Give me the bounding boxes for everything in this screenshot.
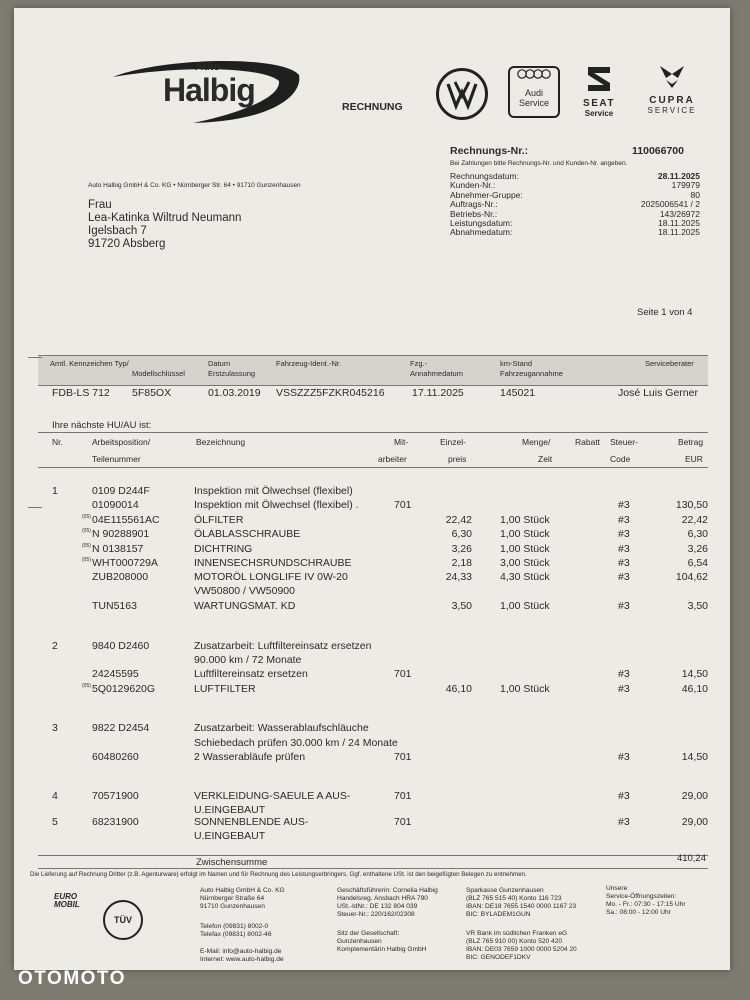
footer-bank2-line: (BLZ 765 910 00) Konto 520 420 (466, 938, 563, 945)
row-bezeichnung: WARTUNGSMAT. KD (194, 600, 296, 612)
row-pos: TUN5163 (92, 600, 137, 612)
row-pos: 60480260 (92, 751, 139, 763)
row-sup: (05) (82, 543, 91, 549)
euromobil-logo: EURO MOBIL (54, 892, 80, 909)
row-code: #3 (618, 600, 630, 612)
row-bezeichnung: ÖLFILTER (194, 514, 244, 526)
row-bezeichnung: 90.000 km / 72 Monate (194, 654, 302, 666)
invoice-hint: Bei Zahlungen bitte Rechnungs-Nr. und Kunden-Nr. angeben. (450, 160, 628, 167)
footer-hours-line: Mo. - Fr.: 07:30 - 17:15 Uhr (606, 901, 686, 908)
th-nr: Nr. (52, 437, 63, 447)
row-einzelpreis: 2,18 (451, 557, 472, 569)
seat-s-icon (586, 65, 612, 93)
meta-label: Betriebs-Nr.: (450, 208, 498, 219)
th-menge2: Zeit (538, 454, 553, 464)
row-pos: ZUB208000 (92, 571, 149, 583)
row-betrag: 6,30 (687, 528, 708, 540)
th-ep2: preis (448, 454, 467, 464)
fold-mark-2 (28, 507, 42, 508)
cupra-logo (636, 64, 708, 115)
footer-bank2-line: BIC: GENODEF1DKV (466, 954, 531, 961)
row-bezeichnung: U.EINGEBAUT (194, 804, 266, 816)
footer-company-line: Nürnberger Straße 64 (200, 895, 265, 902)
row-bezeichnung: DICHTRING (194, 543, 253, 555)
vehicle-berater: José Luis Gerner (618, 387, 698, 399)
row-mitarbeiter: 701 (394, 751, 412, 763)
footer-company-line: Auto Halbig GmbH & Co. KG (200, 887, 285, 894)
vh-km1: km-Stand (500, 359, 533, 368)
footer-bank2-line: IBAN: DE03 7659 1000 0000 5204 20 (466, 946, 577, 953)
audi-service-logo (508, 66, 560, 118)
th-menge1: Menge/ (522, 437, 551, 447)
row-pos: N 0138157 (92, 543, 144, 555)
row-betrag: 14,50 (681, 668, 708, 680)
row-sup: (05) (82, 514, 91, 520)
meta-label: Auftrags-Nr.: (450, 199, 498, 210)
row-bezeichnung: 2 Wasserabläufe prüfen (194, 751, 306, 763)
row-betrag: 3,50 (687, 600, 708, 612)
subtotal-rule (38, 855, 708, 856)
recipient-street: Igelsbach 7 (88, 225, 147, 237)
row-code: #3 (618, 543, 630, 555)
row-nr: 5 (52, 816, 58, 828)
meta-value: 2025006541 / 2 (640, 199, 700, 210)
row-bezeichnung: INNENSECHSRUNDSCHRAUBE (194, 557, 352, 569)
footer-management-line: USt.-IdNr.: DE 132 804 039 (337, 903, 418, 910)
row-code: #3 (618, 816, 630, 828)
row-pos: 5Q0129620G (92, 683, 156, 695)
row-code: #3 (618, 571, 630, 583)
legal-note: Die Lieferung auf Rechnung Dritter (z.B. Agenturware) erfolgt im Namen und für Rechnung des Leistungserbringers. Ggf. enthaltene USt. ist den beigefügten Belegen zu entnehmen. (30, 871, 527, 878)
footer-seat-line: Komplementärin Halbig GmbH (337, 946, 427, 953)
row-pos: WHT000729A (92, 557, 158, 569)
row-bezeichnung: Inspektion mit Ölwechsel (flexibel) (194, 485, 353, 497)
footer-phone-line: Telefon (09831) 8002-0 (200, 923, 269, 930)
meta-value: 28.11.2025 (657, 171, 700, 181)
footer-bank1-line: (BLZ 765 515 40) Konto 116 723 (466, 895, 562, 902)
meta-value: 80 (690, 189, 700, 200)
row-betrag: 29,00 (681, 816, 708, 828)
meta-label: Abnahmedatum: (450, 227, 513, 238)
doc-type: RECHNUNG (342, 101, 403, 113)
row-code: #3 (618, 751, 630, 763)
row-betrag: 3,26 (687, 543, 708, 555)
row-bezeichnung: U.EINGEBAUT (194, 830, 266, 842)
page-indicator: Seite 1 von 4 (637, 307, 693, 318)
row-betrag: 130,50 (675, 499, 708, 511)
footer-bank2-line: VR Bank im südlichen Franken eG (466, 930, 568, 937)
row-betrag: 22,42 (681, 514, 708, 526)
row-einzelpreis: 6,30 (451, 528, 472, 540)
footer-web-line: E-Mail: info@auto-halbig.de (200, 948, 282, 955)
cupra-sub: SERVICE (647, 106, 697, 115)
footer-web-line: Internet: www.auto-halbig.de (200, 956, 284, 963)
footer-hours-line: Unsere (606, 885, 628, 892)
audi-rings-icon (514, 68, 554, 80)
tuev-stamp (103, 900, 143, 940)
row-sup: (05) (82, 528, 91, 534)
row-code: #3 (618, 499, 630, 511)
vehicle-modell: 5F85OX (132, 387, 172, 399)
recipient-city: 91720 Absberg (88, 238, 166, 250)
vehicle-vin: VSSZZZ5FZKR045216 (276, 387, 385, 399)
halbig-logo (103, 55, 303, 125)
row-betrag: 104,62 (675, 571, 708, 583)
row-code: #3 (618, 790, 630, 802)
row-code: #3 (618, 528, 630, 540)
row-bezeichnung: LUFTFILTER (194, 683, 256, 695)
row-bezeichnung: ÖLABLASSCHRAUBE (194, 528, 301, 540)
meta-value: 18.11.2025 (658, 218, 700, 228)
vh-km2: Fahrzeugannahme (500, 369, 563, 378)
watermark: OTOMOTO (18, 968, 126, 989)
meta-label: Rechnungsdatum: (450, 171, 519, 181)
row-mitarbeiter: 701 (394, 790, 412, 802)
row-einzelpreis: 3,50 (451, 600, 472, 612)
vehicle-annahme: 17.11.2025 (412, 387, 464, 399)
footer-bank1-line: IBAN: DE18 7655 1540 0000 1167 23 (466, 903, 577, 910)
seat-logo (574, 65, 624, 118)
row-mitarbeiter: 701 (394, 816, 412, 828)
table-top-rule (38, 432, 708, 433)
row-nr: 2 (52, 640, 58, 652)
th-pos2: Teilenummer (92, 454, 141, 464)
th-ep1: Einzel- (440, 437, 466, 447)
company-name: Halbig (163, 72, 255, 108)
row-pos: 0109 D244F (92, 485, 150, 497)
th-rabatt: Rabatt (575, 437, 601, 447)
row-bezeichnung: Inspektion mit Ölwechsel (flexibel) . (194, 499, 359, 511)
footer-company-line: 91710 Gunzenhausen (200, 903, 265, 910)
invoice-number-label: Rechnungs-Nr.: (450, 145, 529, 157)
vh-modell: Modellschlüssel (132, 369, 185, 378)
footer-hours-line: Sa.: 08:00 - 12:00 Uhr (606, 909, 671, 916)
footer-seat-line: Gunzenhausen (337, 938, 382, 945)
row-bezeichnung: MOTORÖL LONGLIFE IV 0W-20 (194, 571, 348, 583)
th-steuer1: Steuer- (610, 437, 638, 447)
row-menge: 3,00 Stück (500, 557, 550, 569)
footer-management-line: Geschäftsführerin: Cornelia Halbig (337, 887, 438, 894)
row-betrag: 6,54 (687, 557, 708, 569)
row-code: #3 (618, 514, 630, 526)
row-bezeichnung: Zusatzarbeit: Luftfiltereinsatz ersetzen (194, 640, 372, 652)
seat-text: SEAT (583, 98, 615, 109)
row-bezeichnung: SONNENBLENDE AUS- (194, 816, 309, 828)
vh-datum1: Datum (208, 359, 231, 368)
row-betrag: 46,10 (681, 683, 708, 695)
row-code: #3 (618, 668, 630, 680)
subtotal-value: 410,24 (676, 853, 706, 864)
vehicle-km: 145021 (500, 387, 536, 399)
hu-label: Ihre nächste HU/AU ist: (52, 420, 152, 431)
row-menge: 1,00 Stück (500, 600, 550, 612)
seat-sub: Service (584, 109, 614, 118)
footer-management-line: Steuer-Nr.: 220/162/02308 (337, 911, 415, 918)
vw-logo-icon (436, 68, 488, 120)
subtotal-label: Zwischensumme (196, 857, 268, 868)
vehicle-erstzulassung: 01.03.2019 (208, 387, 261, 399)
invoice-number: 110066700 (632, 145, 684, 157)
row-sup: (05) (82, 683, 91, 689)
row-nr: 3 (52, 722, 58, 734)
sender-line: Auto Halbig GmbH & Co. KG • Nürnberger Str. 64 • 91710 Gunzenhausen (88, 182, 301, 189)
row-einzelpreis: 24,33 (445, 571, 472, 583)
row-mitarbeiter: 701 (394, 499, 412, 511)
footer-hours-line: Service-Öffnungszeiten: (606, 893, 677, 900)
row-pos: 68231900 (92, 816, 139, 828)
vh-datum2: Erstzulassung (208, 369, 256, 378)
recipient-salutation: Frau (88, 199, 112, 211)
vh-fzg1: Fzg.- (410, 359, 428, 368)
row-bezeichnung: Luftfiltereinsatz ersetzen (194, 668, 308, 680)
row-betrag: 29,00 (681, 790, 708, 802)
company-small: Auto (195, 61, 221, 73)
th-mit2: arbeiter (378, 454, 407, 464)
row-bezeichnung: VERKLEIDUNG-SAEULE A AUS- (194, 790, 351, 802)
vh-kennzeichen: Amtl. Kennzeichen Typ/ (50, 359, 129, 368)
row-code: #3 (618, 683, 630, 695)
meta-label: Leistungsdatum: (450, 218, 513, 228)
meta-value: 143/26972 (659, 208, 700, 219)
row-einzelpreis: 22,42 (445, 514, 472, 526)
meta-value: 179979 (671, 180, 700, 191)
row-bezeichnung: VW50800 / VW50900 (194, 585, 295, 597)
fold-mark (28, 357, 42, 358)
th-pos1: Arbeitsposition/ (92, 437, 151, 447)
vh-fzg2: Annahmedatum (410, 369, 463, 378)
audi-service-text: Audi Service (518, 88, 549, 108)
footer-management-line: Handelsreg. Ansbach HRA 790 (337, 895, 428, 902)
vh-berater: Serviceberater (645, 359, 694, 368)
row-pos: 9840 D2460 (92, 640, 150, 652)
vehicle-kennzeichen: FDB-LS 712 (52, 387, 110, 399)
row-einzelpreis: 46,10 (445, 683, 472, 695)
row-betrag: 14,50 (681, 751, 708, 763)
row-code: #3 (618, 557, 630, 569)
subtotal-rule-2 (38, 868, 708, 869)
row-menge: 1,00 Stück (500, 683, 550, 695)
th-mit1: Mit- (394, 437, 409, 447)
th-betrag1: Betrag (678, 437, 704, 447)
meta-value: 18.11.2025 (658, 227, 700, 238)
recipient-name: Lea-Katinka Wiltrud Neumann (88, 212, 242, 224)
row-nr: 1 (52, 485, 58, 497)
row-nr: 4 (52, 790, 58, 802)
cupra-text: CUPRA (649, 95, 695, 106)
row-pos: N 90288901 (92, 528, 150, 540)
meta-label: Kunden-Nr.: (450, 180, 496, 191)
vh-fzg-ident: Fahrzeug-Ident.-Nr. (276, 359, 342, 368)
th-betrag2: EUR (685, 454, 703, 464)
footer-seat-line: Sitz der Gesellschaft: (337, 930, 400, 937)
row-menge: 1,00 Stück (500, 543, 550, 555)
row-mitarbeiter: 701 (394, 668, 412, 680)
th-steuer2: Code (610, 454, 631, 464)
row-pos: 9822 D2454 (92, 722, 150, 734)
tuev-text: TÜV (114, 915, 132, 925)
cupra-icon (658, 64, 686, 90)
row-pos: 70571900 (92, 790, 139, 802)
footer-bank1-line: Sparkasse Gunzenhausen (466, 887, 544, 894)
row-bezeichnung: Zusatzarbeit: Wasserablaufschläuche (194, 722, 369, 734)
row-pos: 04E115561AC (92, 514, 160, 526)
row-menge: 4,30 Stück (500, 571, 550, 583)
footer-bank1-line: BIC: BYLADEM1GUN (466, 911, 531, 918)
row-menge: 1,00 Stück (500, 514, 550, 526)
meta-label: Abnehmer-Gruppe: (450, 189, 523, 200)
row-einzelpreis: 3,26 (451, 543, 472, 555)
row-menge: 1,00 Stück (500, 528, 550, 540)
row-pos: 01090014 (92, 499, 139, 511)
row-pos: 24245595 (92, 668, 139, 680)
row-bezeichnung: Schiebedach prüfen 30.000 km / 24 Monate (194, 737, 398, 749)
th-bez: Bezeichnung (196, 437, 246, 447)
footer-phone-line: Telefax (09831) 8002-46 (200, 931, 272, 938)
table-header-rule (38, 467, 708, 468)
row-sup: (05) (82, 557, 91, 563)
